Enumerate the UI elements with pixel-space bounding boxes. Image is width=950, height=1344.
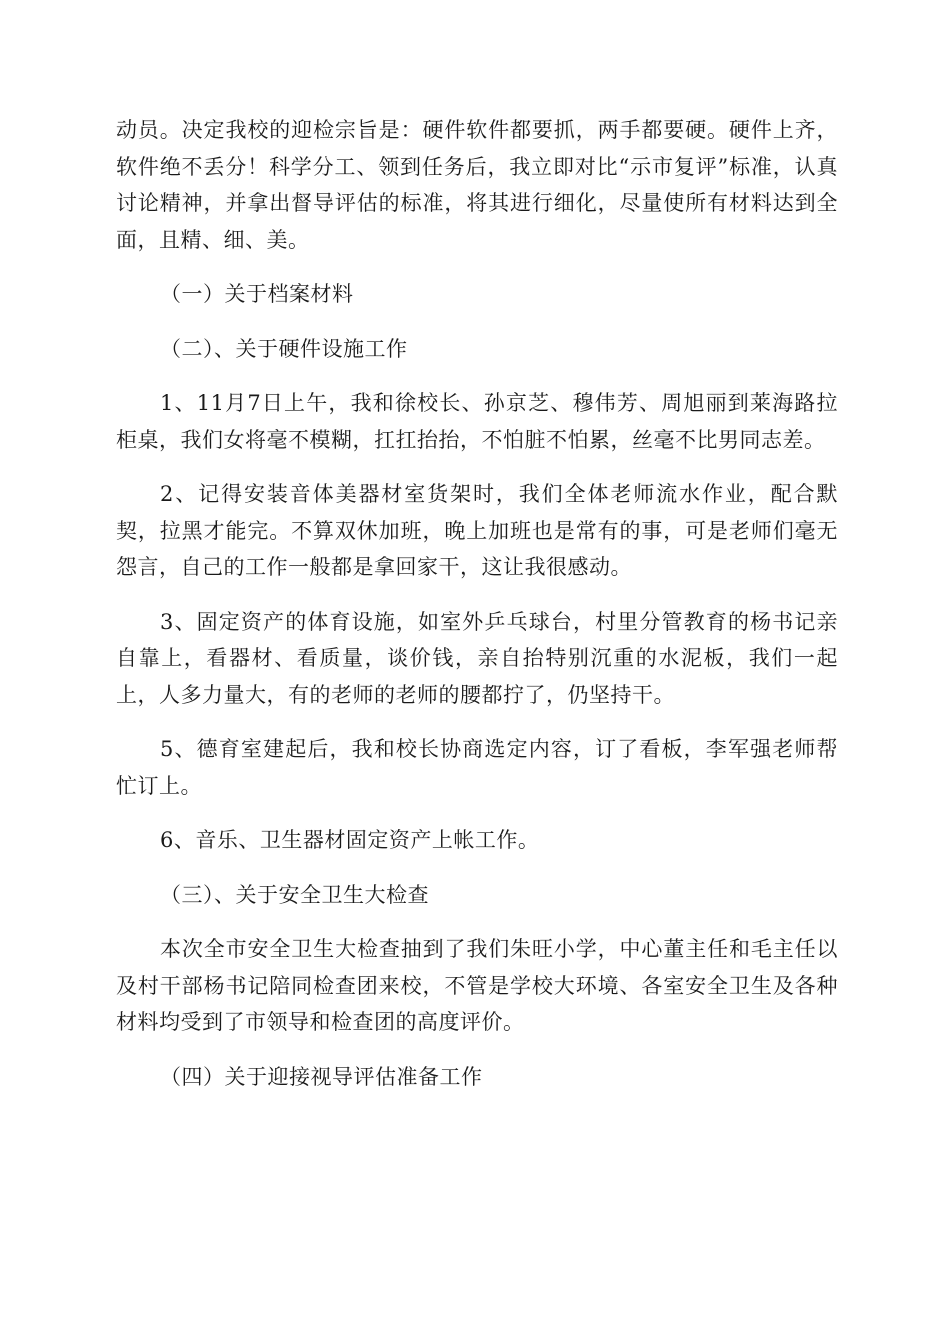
paragraph-safety-inspection: 本次全市安全卫生大检查抽到了我们朱旺小学，中心董主任和毛主任以及村干部杨书记陪同检查团来校，不管是学校大环境、各室安全卫生及各种材料均受到了市领导和检查团的高度评价。 xyxy=(116,937,838,1034)
paragraph-item-6: 6、音乐、卫生器材固定资产上帐工作。 xyxy=(160,828,540,852)
paragraph-item-3: 3、固定资产的体育设施，如室外乒乓球台，村里分管教育的杨书记亲自靠上，看器材、看质量，谈价钱，亲自抬特别沉重的水泥板，我们一起上，人多力量大，有的老师的老师的腰都拧了，仍坚持干。 xyxy=(116,609,838,707)
paragraph-item-2: 2、记得安装音体美器材室货架时，我们全体老师流水作业，配合默契，拉黑才能完。不算双休加班，晚上加班也是常有的事，可是老师们毫无怨言，自己的工作一般都是拿回家干，这让我很感动。 xyxy=(116,482,838,579)
paragraph-intro: 动员。决定我校的迎检宗旨是：硬件软件都要抓，两手都要硬。硬件上齐，软件绝不丢分！科学分工、领到任务后，我立即对比“示市复评”标准，认真讨论精神，并拿出督导评估的标准，将其进行细化，尽量使所有材料达到全面，且精、细、美。 xyxy=(116,118,838,252)
section-heading-safety: （三）、关于安全卫生大检查 xyxy=(160,882,429,907)
section-heading-archives: （一）关于档案材料 xyxy=(160,282,354,306)
section-heading-evaluation: （四）关于迎接视导评估准备工作 xyxy=(160,1064,483,1089)
document-body xyxy=(116,112,838,1113)
paragraph-item-5: 5、德育室建起后，我和校长协商选定内容，订了看板，李军强老师帮忙订上。 xyxy=(116,737,838,798)
paragraph-item-1: 1、11月7日上午，我和徐校长、孙京芝、穆伟芳、周旭丽到莱海路拉柜桌，我们女将毫不模糊，扛扛抬抬，不怕脏不怕累，丝毫不比男同志差。 xyxy=(116,391,838,452)
section-heading-hardware: （二）、关于硬件设施工作 xyxy=(160,336,408,361)
